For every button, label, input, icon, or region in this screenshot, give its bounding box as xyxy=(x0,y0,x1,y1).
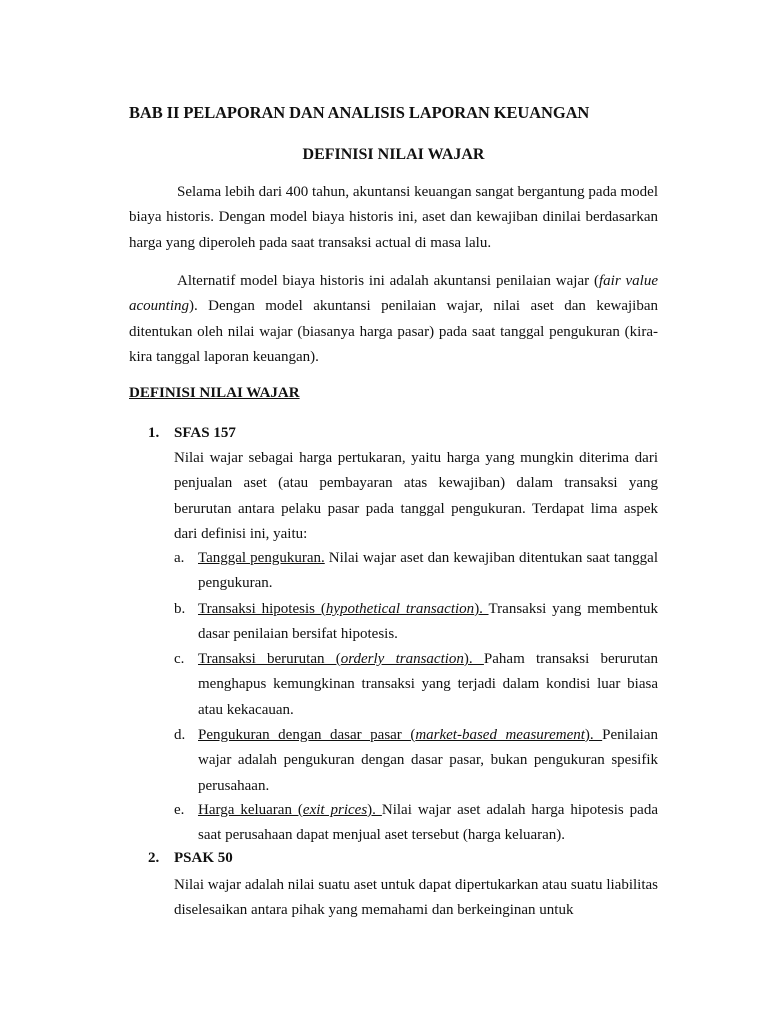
aspect-text xyxy=(198,723,658,799)
list-number-1: 1. xyxy=(148,425,160,441)
aspect-letter: e. xyxy=(174,802,185,818)
aspect-letter: d. xyxy=(174,727,186,743)
paragraph-alternative-text-a: Alternatif model biaya historis ini adalah akuntansi penilaian wajar ( xyxy=(177,273,599,289)
paragraph-intro: Selama lebih dari 400 tahun, akuntansi keuangan sangat bergantung pada model biaya historis. Dengan model biaya historis ini, aset dan kewajiban dinilai berdasarkan harga yang diperoleh pada saat transaksi actual di masa lalu. xyxy=(129,184,658,251)
aspect-term: Transaksi berurutan ( xyxy=(198,651,341,667)
aspect-term-italic: hypothetical transaction xyxy=(325,601,475,617)
aspect-term: Pengukuran dengan dasar pasar ( xyxy=(198,727,416,743)
chapter-title: BAB II PELAPORAN DAN ANALISIS LAPORAN KEUANGAN xyxy=(129,103,590,122)
section-title: DEFINISI NILAI WAJAR xyxy=(302,146,485,163)
aspect-letter: b. xyxy=(174,601,186,617)
paragraph-alternative-italic: fair value acounting xyxy=(129,273,659,315)
paragraph-alternative-text-b: ). Dengan model akuntansi penilaian wajar, nilai aset dan kewajiban ditentukan oleh nilai wajar (biasanya harga pasar) pada saat tanggal pengukuran (kira-kira tanggal laporan keuangan). xyxy=(129,298,658,365)
aspect-text xyxy=(198,546,658,597)
aspect-term: Tanggal pengukuran. xyxy=(198,550,325,566)
aspect-text xyxy=(198,647,658,723)
aspect-letter: c. xyxy=(174,651,185,667)
aspect-term: Harga keluaran ( xyxy=(198,802,303,818)
aspect-term-italic: orderly transaction xyxy=(340,651,464,667)
aspect-term-close: ). xyxy=(367,802,382,818)
list-heading-psak50: PSAK 50 xyxy=(174,850,233,866)
aspect-letter: a. xyxy=(174,550,185,566)
aspect-description: Penilaian wajar adalah pengukuran dengan dasar pasar, bukan pengukuran spesifik perusahaan. xyxy=(198,727,658,794)
paragraph-alternative xyxy=(129,269,658,370)
aspect-term-italic: market-based measurement xyxy=(415,727,585,743)
aspect-description: Transaksi yang membentuk dasar penilaian bersifat hipotesis. xyxy=(198,601,659,643)
list-heading-sfas157: SFAS 157 xyxy=(174,425,236,441)
definition-heading: DEFINISI NILAI WAJAR xyxy=(129,385,300,401)
aspect-description: Paham transaksi berurutan menghapus kemungkinan transaksi yang terjadi dalam kondisi luar biasa atau kekacauan. xyxy=(198,651,658,718)
aspect-text xyxy=(198,798,658,849)
aspect-term-italic: exit prices xyxy=(302,802,368,818)
aspect-description: Nilai wajar aset adalah harga hipotesis pada saat perusahaan dapat menjual aset tersebut (harga keluaran). xyxy=(198,802,659,844)
aspect-term: Transaksi hipotesis ( xyxy=(198,601,326,617)
aspect-term-close: ). xyxy=(584,727,603,743)
aspect-term-close: ). xyxy=(463,651,484,667)
list-body-psak50: Nilai wajar adalah nilai suatu aset untuk dapat dipertukarkan atau suatu liabilitas diselesaikan antara pihak yang memahami dan berkeinginan untuk xyxy=(174,877,658,919)
aspect-description: Nilai wajar aset dan kewajiban ditentukan saat tanggal pengukuran. xyxy=(198,550,658,592)
list-number-2: 2. xyxy=(148,850,160,866)
aspect-term-close: ). xyxy=(474,601,489,617)
list-body-sfas157: Nilai wajar sebagai harga pertukaran, yaitu harga yang mungkin diterima dari penjualan aset (atau pembayaran atas kewajiban) dalam transaksi yang berurutan antara pelaku pasar pada tanggal pengukuran. Terdapat lima aspek dari definisi ini, yaitu: xyxy=(174,450,658,542)
aspect-text xyxy=(198,597,658,648)
